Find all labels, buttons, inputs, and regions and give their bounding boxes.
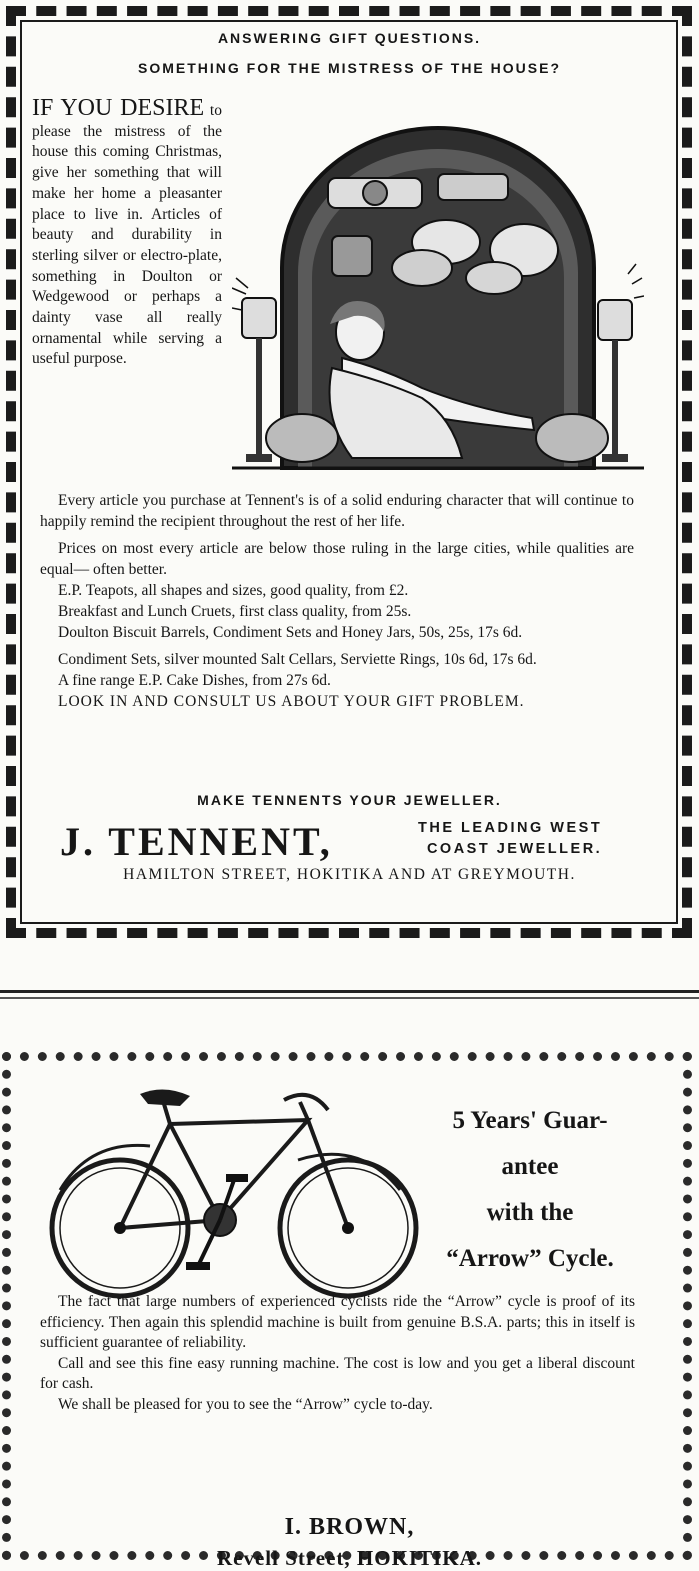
dealer-name: I. BROWN,: [284, 1514, 415, 1540]
guarantee-headline: [420, 1098, 640, 1282]
bicycle-illustration: [30, 1080, 430, 1300]
slogan: MAKE TENNENTS YOUR JEWELLER.: [197, 792, 502, 808]
discount-paragraph: Call and see this fine easy running machine. The cost is low and you get a liberal discount for cash.: [40, 1354, 635, 1392]
ad-subheadline: SOMETHING FOR THE MISTRESS OF THE HOUSE?: [137, 60, 561, 76]
price-item-cake-dishes: A fine range E.P. Cake Dishes, from 27s 6d.: [58, 672, 331, 689]
invitation-paragraph: We shall be pleased for you to see the “Arrow” cycle to-day.: [58, 1395, 433, 1413]
jeweller-tagline: [418, 818, 602, 860]
price-item-cruets: Breakfast and Lunch Cruets, first class quality, from 25s.: [58, 603, 412, 620]
price-item-condiment-sets: Condiment Sets, silver mounted Salt Cellars, Serviette Rings, 10s 6d, 17s 6d.: [58, 651, 537, 668]
tagline-line-1: THE LEADING WEST: [418, 820, 603, 836]
prices-paragraph: Prices on most every article are below those ruling in the large cities, while qualities are equal— often better.: [40, 540, 634, 578]
intro-paragraph: [32, 95, 222, 370]
guarantee-line-4: “Arrow” Cycle.: [446, 1245, 614, 1272]
jeweller-name: J. TENNENT,: [60, 819, 333, 864]
intro-drop-cap: IF YOU DESIRE: [32, 95, 205, 121]
woman-with-silverware-illustration: [232, 118, 644, 470]
guarantee-line-3: with the: [486, 1199, 574, 1226]
consult-line: LOOK IN AND CONSULT US ABOUT YOUR GIFT PROBLEM.: [58, 693, 525, 710]
arrow-body-copy: [40, 1292, 635, 1415]
guarantee-line-2: antee: [501, 1153, 559, 1180]
tagline-line-2: COAST JEWELLER.: [426, 841, 603, 857]
jeweller-address: HAMILTON STREET, HOKITIKA AND AT GREYMOUTH.: [123, 866, 576, 883]
efficiency-paragraph: The fact that large numbers of experienced cyclists ride the “Arrow” cycle is proof of its efficiency. Then again this splendid machine is built from genuine B.S.A. parts; this in itself is sufficient guarantee of reliability.: [40, 1293, 635, 1351]
durability-paragraph: Every article you purchase at Tennent's is of a solid enduring character that will continue to happily remind the recipient throughout the rest of her life.: [40, 492, 634, 530]
column-divider-rule-thin: [0, 997, 699, 999]
dealer-address: Revell Street, HOKITIKA.: [216, 1546, 483, 1570]
guarantee-line-1: 5 Years' Guar-: [452, 1107, 608, 1134]
price-item-biscuit-barrels: Doulton Biscuit Barrels, Condiment Sets and Honey Jars, 50s, 25s, 17s 6d.: [58, 624, 523, 641]
column-divider-rule: [0, 990, 699, 993]
ad-headline: ANSWERING GIFT QUESTIONS.: [217, 30, 482, 46]
price-item-teapots: E.P. Teapots, all shapes and sizes, good quality, from £2.: [58, 582, 409, 599]
tennent-body-copy: [40, 490, 634, 718]
intro-text: to please the mistress of the house this coming Christmas, give her something that will make her home a pleasanter place to live in. Articles of beauty and durability in sterling silver or electro-plate, something in Doulton or Wedgewood or perhaps a dainty vase all really ornamental while serving a useful purpose.: [32, 102, 222, 368]
